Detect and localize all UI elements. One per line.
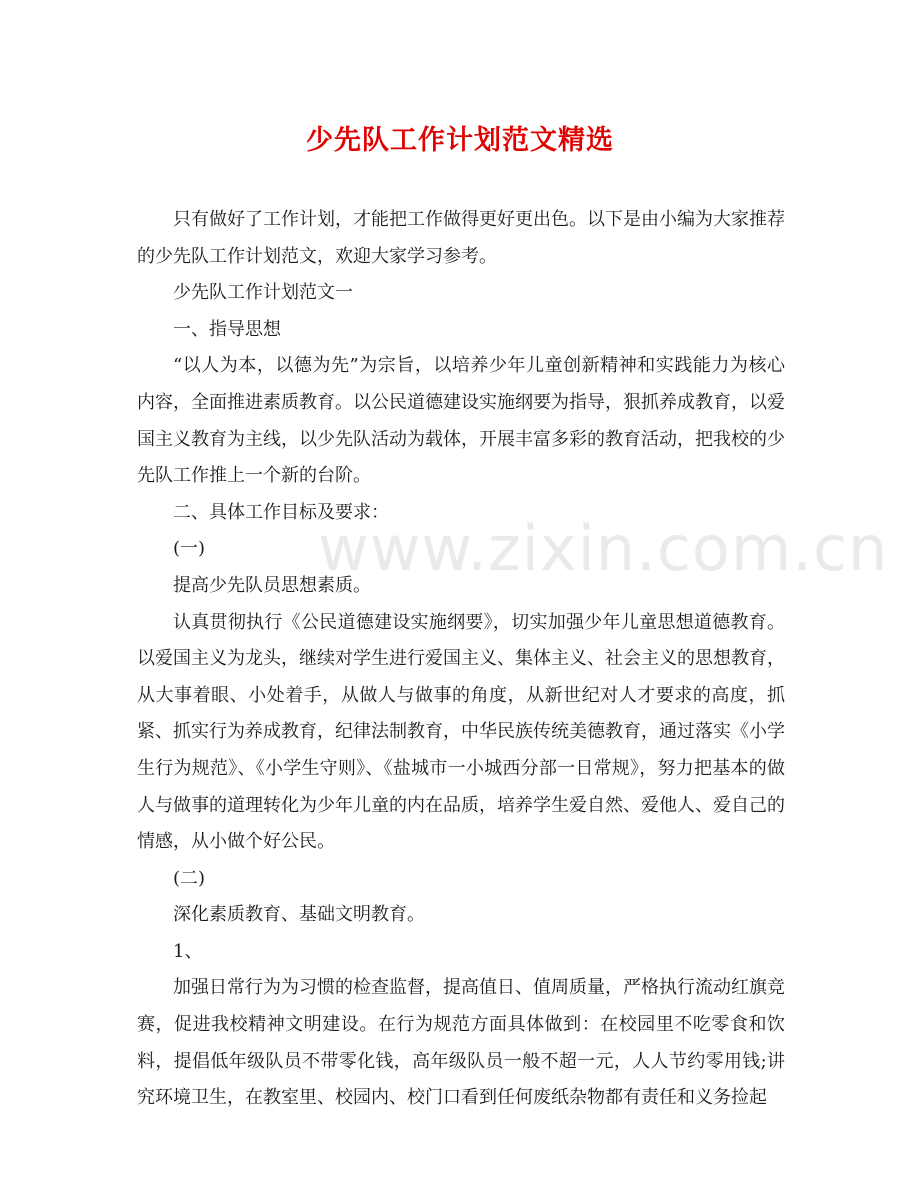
body-paragraph: “以人为本，以德为先”为宗旨，以培养少年儿童创新精神和实践能力为核心内容，全面推进素质教育。以公民道德建设实施纲要为指导，狠抓养成教育，以爱国主义教育为主线，以少先队活动为载体，开展丰富多彩的教育活动，把我校的少先队工作推上一个新的台阶。: [137, 355, 785, 487]
section-heading: 二、具体工作目标及要求：: [173, 501, 389, 523]
sub-heading: 1、: [173, 940, 203, 962]
body-paragraph: 加强日常行为为习惯的检查监督，提高值日、值周质量，严格执行流动红旗竞赛，促进我校精神文明建设。在行为规范方面具体做到：在校园里不吃零食和饮料，提倡低年级队员不带零化钱，高年级队员一般不超一元，人人节约零用钱;讲究环境卫生，在教室里、校园内、校门口看到任何废纸杂物都有责任和义务捡起: [137, 977, 785, 1109]
document-body: [137, 202, 785, 1117]
sub-heading: (二): [173, 867, 206, 889]
intro-paragraph: 只有做好了工作计划，才能把工作做得更好更出色。以下是由小编为大家推荐的少先队工作计划范文，欢迎大家学习参考。: [137, 209, 785, 267]
section-heading: 一、指导思想: [173, 318, 281, 340]
sub-heading: (一): [173, 538, 206, 560]
body-paragraph: 认真贯彻执行《公民道德建设实施纲要》，切实加强少年儿童思想道德教育。以爱国主义为龙头，继续对学生进行爱国主义、集体主义、社会主义的思想教育，从大事着眼、小处着手，从做人与做事的角度，从新世纪对人才要求的高度，抓紧、抓实行为养成教育，纪律法制教育，中华民族传统美德教育，通过落实《小学生行为规范》、《小学生守则》、《盐城市一小城西分部一日常规》，努力把基本的做人与做事的道理转化为少年儿童的内在品质，培养学生爱自然、爱他人、爱自己的情感，从小做个好公民。: [137, 611, 785, 853]
sub-heading: 深化素质教育、基础文明教育。: [173, 904, 425, 926]
section-heading: 少先队工作计划范文一: [173, 282, 353, 304]
document-title: 少先队工作计划范文精选: [306, 125, 614, 156]
sub-heading: 提高少先队员思想素质。: [173, 574, 371, 596]
watermark: www.zixin.com.cn: [318, 512, 889, 585]
